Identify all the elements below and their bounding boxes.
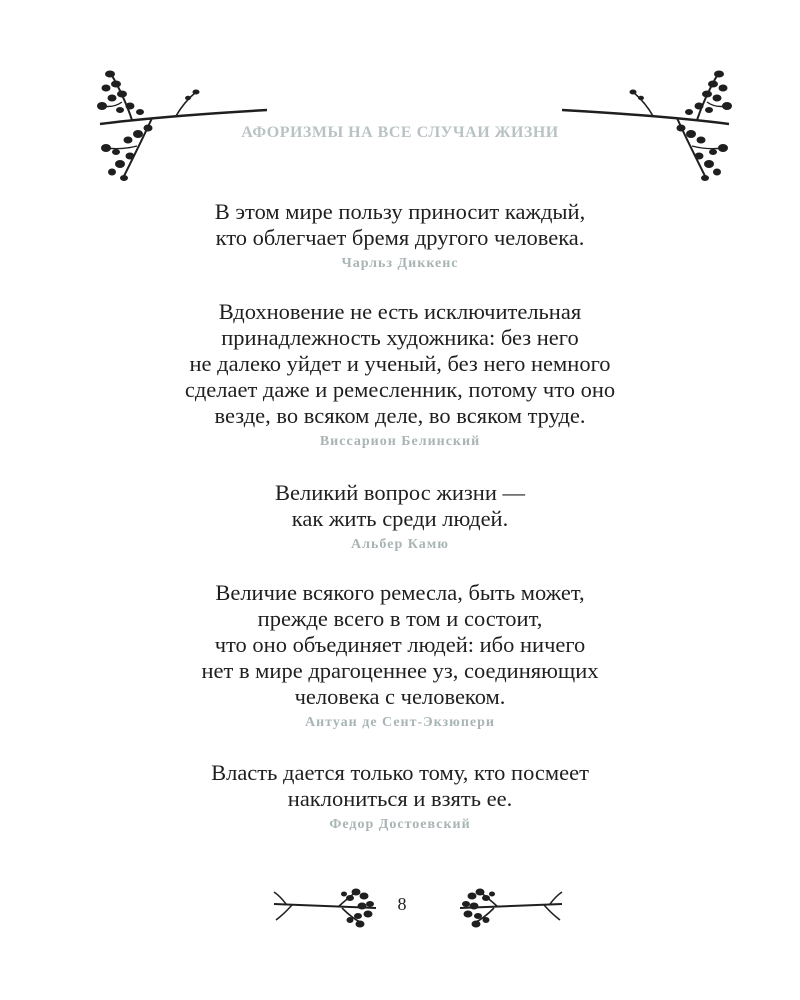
quote-text: Великий вопрос жизни — как жить среди людей. — [274, 480, 526, 531]
running-header-title: АФОРИЗМЫ НА ВСЕ СЛУЧАИ ЖИЗНИ — [241, 124, 559, 141]
quote-author: Виссарион Белинский — [319, 434, 481, 449]
quote-block — [0, 199, 800, 272]
quote-text: В этом мире пользу приносит каждый, кто облегчает бремя другого человека. — [214, 199, 586, 250]
quote-author: Антуан де Сент-Экзюпери — [305, 715, 495, 730]
quote-block — [0, 299, 800, 450]
quote-author: Федор Достоевский — [329, 817, 471, 832]
quote-author: Чарльз Диккенс — [341, 256, 459, 271]
quote-author: Альбер Камю — [351, 537, 449, 552]
floral-sprig-icon — [272, 884, 380, 928]
quote-block — [0, 480, 800, 553]
quote-text: Власть дается только тому, кто посмеет наклониться и взять ее. — [211, 760, 589, 811]
floral-sprig-icon — [456, 884, 564, 928]
quote-block — [0, 760, 800, 833]
page-number: 8 — [397, 894, 407, 914]
quote-block — [0, 580, 800, 731]
quote-text: Вдохновение не есть исключительная принадлежность художника: без него не далеко уйдет и ученый, без него немного сделает даже и ремесленник, потому что оно везде, во всяком деле, во всяком труде. — [184, 299, 616, 428]
quote-text: Величие всякого ремесла, быть может, прежде всего в том и состоит, что оно объединяет людей: ибо ничего нет в мире драгоценнее уз, соединяющих человека с человеком. — [201, 580, 599, 709]
